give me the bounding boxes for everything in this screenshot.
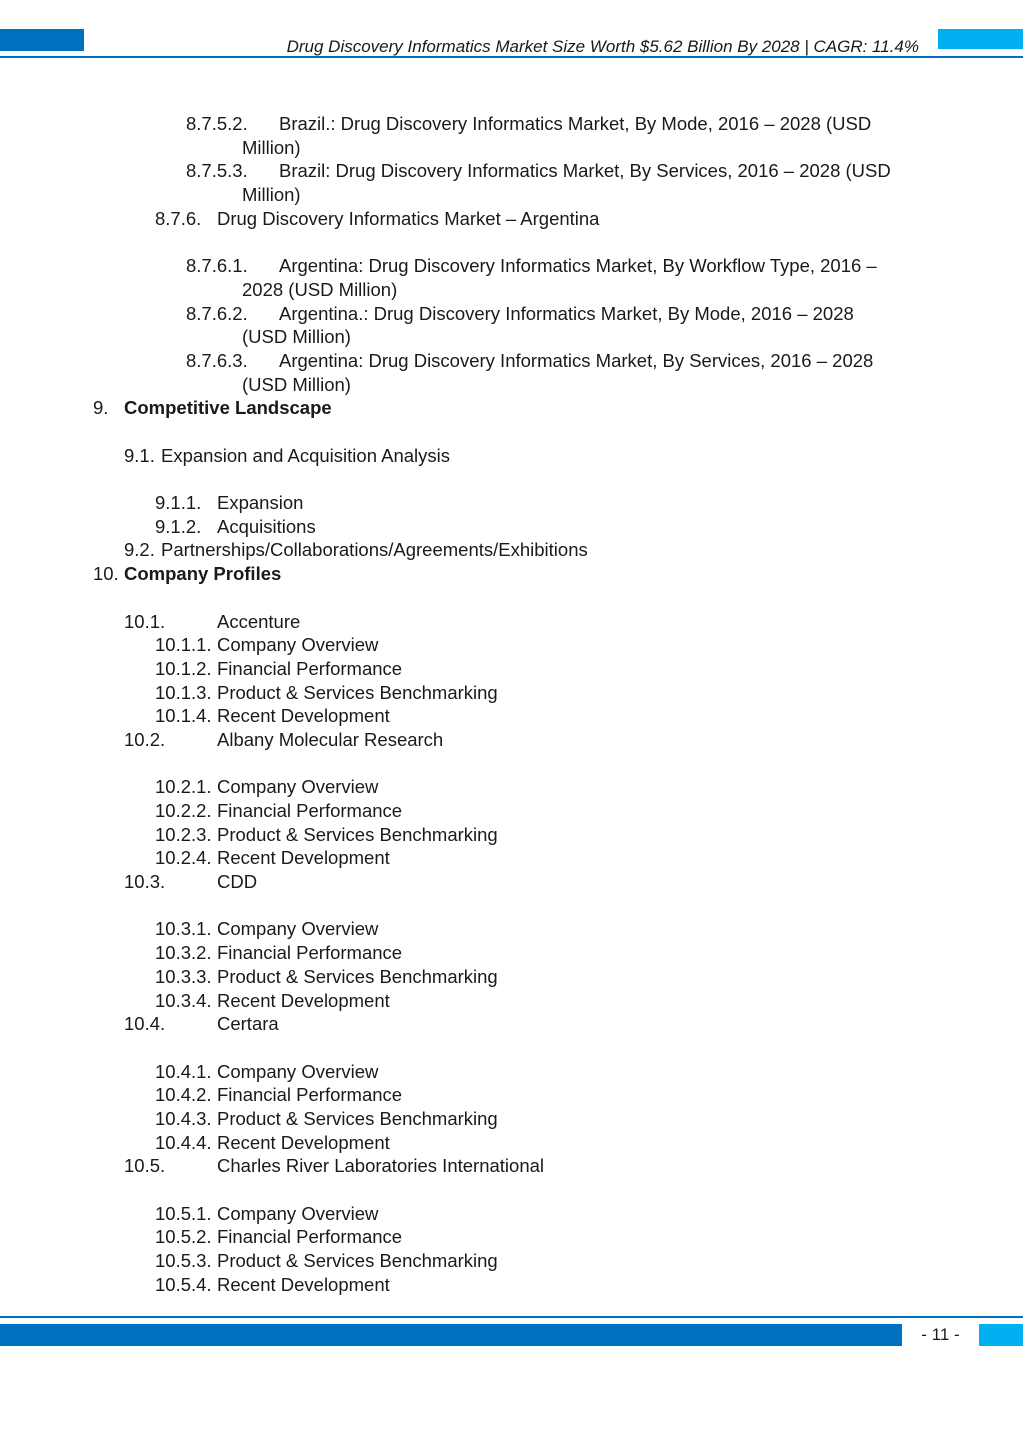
toc-entry[interactable] bbox=[0, 1202, 1023, 1226]
toc-text: Acquisitions bbox=[217, 515, 316, 537]
toc-text-continued: 2028 (USD Million) bbox=[242, 278, 398, 300]
toc-text: Product & Services Benchmarking bbox=[217, 823, 498, 845]
toc-text: Company Overview bbox=[217, 918, 379, 940]
toc-text: Recent Development bbox=[217, 705, 390, 727]
toc-entry[interactable] bbox=[0, 1273, 1023, 1297]
toc-chapter-title: Company Profiles bbox=[124, 563, 282, 585]
toc-number: 10.3.1. bbox=[155, 918, 212, 940]
toc-entry[interactable] bbox=[0, 112, 1023, 159]
toc-entry[interactable] bbox=[0, 254, 1023, 301]
toc-entry[interactable] bbox=[0, 1131, 1023, 1155]
toc-text: Product & Services Benchmarking bbox=[217, 1107, 498, 1129]
toc-number: 10.1.3. bbox=[155, 681, 212, 703]
toc-number: 10.1.1. bbox=[155, 634, 212, 656]
toc-text: CDD bbox=[217, 871, 258, 893]
toc-entry[interactable] bbox=[0, 1060, 1023, 1084]
toc-text: Charles River Laboratories International bbox=[217, 1155, 545, 1177]
toc-text: Albany Molecular Research bbox=[217, 728, 444, 750]
toc-text: Accenture bbox=[217, 610, 301, 632]
toc-text: Recent Development bbox=[217, 847, 390, 869]
toc-entry[interactable] bbox=[0, 917, 1023, 941]
toc-number: 10.4.1. bbox=[155, 1060, 212, 1082]
toc-number: 8.7.5.3. bbox=[186, 160, 248, 182]
toc-entry[interactable] bbox=[0, 444, 1023, 468]
toc-entry[interactable] bbox=[0, 633, 1023, 657]
toc-text: Drug Discovery Informatics Market – Argentina bbox=[217, 207, 600, 229]
toc-entry[interactable] bbox=[0, 349, 1023, 396]
toc-text-continued: Million) bbox=[242, 184, 301, 206]
toc-number: 10.3.4. bbox=[155, 989, 212, 1011]
toc-number: 10.1.4. bbox=[155, 705, 212, 727]
toc-text: Expansion bbox=[217, 492, 304, 514]
toc-number: 10.4.4. bbox=[155, 1131, 212, 1153]
toc-number: 8.7.6.1. bbox=[186, 255, 248, 277]
toc-entry[interactable] bbox=[0, 207, 1023, 231]
toc-number: 10.2.3. bbox=[155, 823, 212, 845]
toc-text: Financial Performance bbox=[217, 657, 403, 679]
header-rule bbox=[0, 56, 1023, 58]
toc-text: Company Overview bbox=[217, 776, 379, 798]
toc-entry[interactable] bbox=[0, 159, 1023, 206]
toc-entry[interactable] bbox=[0, 846, 1023, 870]
toc-number: 10.5.4. bbox=[155, 1273, 212, 1295]
toc-number: 10.2.2. bbox=[155, 800, 212, 822]
page-number: - 11 - bbox=[921, 1325, 960, 1344]
toc-entry[interactable] bbox=[0, 989, 1023, 1013]
toc-text: Partnerships/Collaborations/Agreements/Exhibitions bbox=[161, 539, 588, 561]
toc-number: 9.1.1. bbox=[155, 492, 202, 514]
toc-text: Brazil: Drug Discovery Informatics Market, By Services, 2016 – 2028 (USD bbox=[279, 160, 891, 182]
toc-number: 10.2. bbox=[124, 728, 166, 750]
toc-entry[interactable] bbox=[0, 965, 1023, 989]
toc-number: 10.3. bbox=[124, 871, 166, 893]
toc-entry[interactable] bbox=[0, 704, 1023, 728]
toc-number: 10.4. bbox=[124, 1013, 166, 1035]
toc-text: Argentina: Drug Discovery Informatics Market, By Services, 2016 – 2028 bbox=[279, 349, 874, 371]
footer-bar bbox=[0, 1324, 902, 1346]
toc-text-continued: (USD Million) bbox=[242, 373, 351, 395]
toc-number: 9.1.2. bbox=[155, 515, 202, 537]
toc-number: 10.1. bbox=[124, 610, 166, 632]
toc-number: 10.2.4. bbox=[155, 847, 212, 869]
toc-text-continued: Million) bbox=[242, 136, 301, 158]
toc-entry[interactable] bbox=[0, 799, 1023, 823]
toc-text: Argentina.: Drug Discovery Informatics Market, By Mode, 2016 – 2028 bbox=[279, 302, 854, 324]
toc-number: 8.7.6. bbox=[155, 207, 202, 229]
toc-text: Brazil.: Drug Discovery Informatics Market, By Mode, 2016 – 2028 (USD bbox=[279, 113, 872, 134]
toc-text: Expansion and Acquisition Analysis bbox=[161, 444, 450, 466]
toc-text: Company Overview bbox=[217, 634, 379, 656]
table-of-contents bbox=[0, 112, 1023, 1296]
toc-entry[interactable] bbox=[0, 657, 1023, 681]
footer-accent-right bbox=[979, 1324, 1023, 1346]
toc-entry[interactable] bbox=[0, 610, 1023, 634]
toc-chapter[interactable] bbox=[0, 396, 1023, 420]
toc-number: 9.2. bbox=[124, 539, 155, 561]
toc-entry[interactable] bbox=[0, 1225, 1023, 1249]
footer-rule bbox=[0, 1316, 1023, 1318]
toc-text: Company Overview bbox=[217, 1202, 379, 1224]
toc-number: 10.5.3. bbox=[155, 1250, 212, 1272]
toc-entry[interactable] bbox=[0, 775, 1023, 799]
toc-entry[interactable] bbox=[0, 1083, 1023, 1107]
toc-entry[interactable] bbox=[0, 491, 1023, 515]
toc-number: 10. bbox=[93, 563, 119, 585]
toc-text: Product & Services Benchmarking bbox=[217, 681, 498, 703]
toc-text: Product & Services Benchmarking bbox=[217, 1250, 498, 1272]
toc-text: Financial Performance bbox=[217, 1226, 403, 1248]
toc-number: 10.5. bbox=[124, 1155, 166, 1177]
toc-number: 10.5.1. bbox=[155, 1202, 212, 1224]
toc-text: Recent Development bbox=[217, 1273, 390, 1295]
toc-text: Recent Development bbox=[217, 1131, 390, 1153]
toc-number: 8.7.6.2. bbox=[186, 302, 248, 324]
toc-text: Financial Performance bbox=[217, 942, 403, 964]
toc-entry[interactable] bbox=[0, 1012, 1023, 1036]
toc-text: Company Overview bbox=[217, 1060, 379, 1082]
toc-chapter[interactable] bbox=[0, 562, 1023, 586]
header-accent-right bbox=[938, 29, 1023, 49]
toc-entry[interactable] bbox=[0, 538, 1023, 562]
toc-entry[interactable] bbox=[0, 681, 1023, 705]
toc-text-continued: (USD Million) bbox=[242, 326, 351, 348]
toc-number: 10.4.3. bbox=[155, 1107, 212, 1129]
toc-number: 9. bbox=[93, 397, 109, 419]
toc-entry[interactable] bbox=[0, 870, 1023, 894]
toc-number: 9.1. bbox=[124, 444, 155, 466]
toc-text: Financial Performance bbox=[217, 1084, 403, 1106]
toc-entry[interactable] bbox=[0, 728, 1023, 752]
toc-number: 8.7.5.2. bbox=[186, 113, 248, 134]
toc-text: Argentina: Drug Discovery Informatics Market, By Workflow Type, 2016 – bbox=[279, 255, 877, 277]
toc-entry[interactable] bbox=[0, 1154, 1023, 1178]
toc-chapter-title: Competitive Landscape bbox=[124, 397, 332, 419]
toc-entry[interactable] bbox=[0, 941, 1023, 965]
toc-number: 10.4.2. bbox=[155, 1084, 212, 1106]
toc-number: 10.5.2. bbox=[155, 1226, 212, 1248]
toc-entry[interactable] bbox=[0, 1249, 1023, 1273]
toc-entry[interactable] bbox=[0, 515, 1023, 539]
toc-number: 10.1.2. bbox=[155, 657, 212, 679]
toc-number: 8.7.6.3. bbox=[186, 349, 248, 371]
toc-text: Certara bbox=[217, 1013, 279, 1035]
toc-text: Product & Services Benchmarking bbox=[217, 965, 498, 987]
header-title: Drug Discovery Informatics Market Size Worth $5.62 Billion By 2028 | CAGR: 11.4% bbox=[286, 37, 919, 56]
toc-text: Recent Development bbox=[217, 989, 390, 1011]
toc-number: 10.2.1. bbox=[155, 776, 212, 798]
toc-text: Financial Performance bbox=[217, 800, 403, 822]
toc-entry[interactable] bbox=[0, 302, 1023, 349]
toc-number: 10.3.3. bbox=[155, 965, 212, 987]
toc-entry[interactable] bbox=[0, 1107, 1023, 1131]
toc-number: 10.3.2. bbox=[155, 942, 212, 964]
toc-entry[interactable] bbox=[0, 823, 1023, 847]
